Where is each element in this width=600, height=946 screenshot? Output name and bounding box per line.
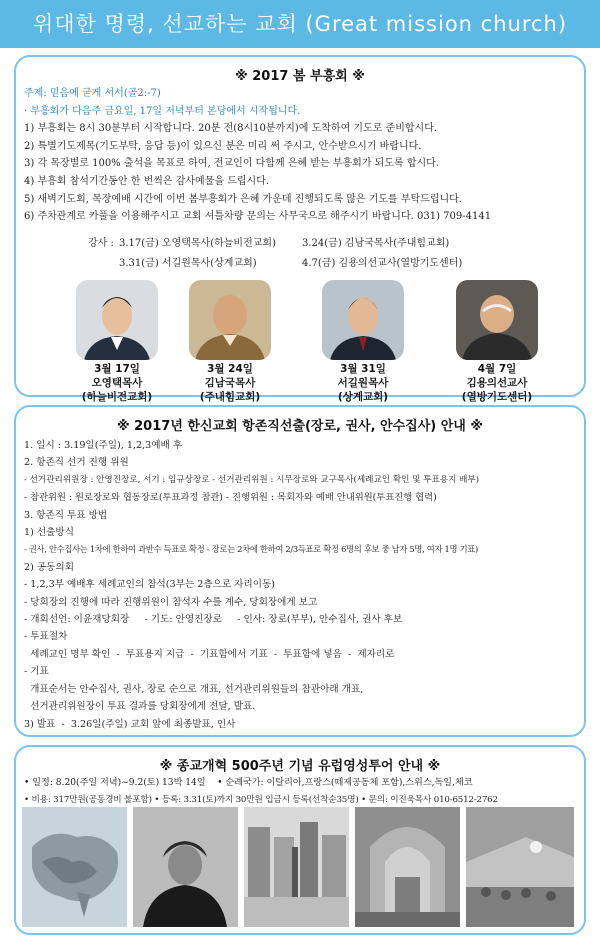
election-lines [24,437,578,733]
election-line: - 투표절차 [24,631,68,643]
old-town-square-image [244,807,349,927]
election-line: - 개회선언: 이윤재당회장 - 기도: 안영진장로 - 인사: 장로(부부), 안수집사, 권사 후보 [24,614,403,626]
speaker-photo [322,280,404,360]
election-title: ※ 2017년 한신교회 항존직선출(장로, 권사, 안수집사) 안내 ※ [116,419,484,434]
caption-church: (하늘비전교회) [81,391,153,403]
election-line: - 참관위원 : 원로장로와 협동장로(투표과정 참관) - 진행위원 : 목회자와 예배 안내위원(투표진행 협력) [24,492,437,504]
caption-date: 4월 7일 [477,363,517,375]
caption-date: 3월 24일 [207,363,253,375]
election-line: 개표순서는 안수집사, 권사, 장로 순으로 개표, 선거관리위원들의 참관아래 개표, [24,683,364,695]
election-line: 선거관리위원장이 투표 결과를 당회장에게 전달, 발표. [24,701,256,713]
tour-title: ※ 종교개혁 500주년 기념 유럽영성투어 안내 ※ [159,759,441,774]
speakers-label: 강사 : [88,238,114,249]
revival-item: 5) 새벽기도회, 목장예배 시간에 이번 봄부흥회가 은혜 가운데 진행되도록 많은 기도를 부탁드립니다. [24,193,462,205]
speaker-caption [308,362,418,404]
election-line: - 1,2,3부 예배후 세례교인의 참석(3부는 2층으로 자리이동) [24,579,275,591]
election-line: 2. 항존직 선거 진행 위원 [24,457,129,469]
caption-church: (열방기도센터) [461,391,533,403]
caption-church: (주내힘교회) [199,391,261,403]
election-line: 세례교인 명부 확인 - 투표용지 지급 - 기표함에서 기표 - 투표함에 넣음 - 제자리로 [24,648,395,660]
speaker-photo [456,280,538,360]
election-line: 3) 발표 - 3.26일(주일) 교회 앞에 최종발표, 인사 [24,718,236,730]
luther-portrait-image [133,807,238,927]
election-line: - 당회장의 진행에 따라 진행위원이 참석자 수를 계수, 당회장에게 보고 [24,596,318,608]
revival-item: 3) 각 목장별로 100% 출석을 목표로 하여, 전교인이 다함께 은혜 받는 부흥회가 되도록 합시다. [24,158,439,170]
tour-section [14,745,586,935]
revival-item: 2) 특별기도제목(기도부탁, 응답 등)이 있으신 분은 미리 써 주시고, 안수받으시기 바랍니다. [24,140,422,152]
speaker-caption [175,362,285,404]
election-line: 1) 선출방식 [24,527,74,539]
cathedral-interior-image [355,807,460,927]
election-line: 3. 항존직 투표 방법 [24,509,108,521]
speaker-entry: 3.24(금) 김남국목사(주내힘교회) [302,238,450,249]
revival-section [14,55,586,403]
revival-item: 6) 주차관계로 카풀을 이용해주시고 교회 셔틀차량 문의는 사무국으로 해주시기 바랍니다. 031) 709-4141 [24,211,492,223]
europe-map-image [22,807,127,927]
speaker-photo [76,280,158,360]
caption-name: 김용의선교사 [466,377,528,389]
revival-notice: · 부흥회가 다음주 금요일, 17일 저녁부터 본당에서 시작됩니다. [24,105,301,117]
election-line: - 권사, 안수집사는 1차에 한하여 과반수 득표로 확정 - 장로는 2차에 한하여 2/3득표로 확정 6명의 후보 중 남자 5명, 여자 1명 기표) [24,544,478,555]
caption-date: 3월 17일 [94,363,140,375]
revival-notice-list [24,85,578,226]
revival-item: 4) 부흥회 참석기간동안 한 번씩은 감사예물을 드립시다. [24,175,270,187]
caption-church: (상계교회) [337,391,389,403]
speaker-entry: 3.17(금) 오영택목사(하늘비전교회) [119,238,276,249]
revival-title: ※ 2017 봄 부흥회 ※ [235,69,365,84]
election-line: - 기표 [24,666,49,678]
revival-item: 1) 부흥회는 8시 30분부터 시작합니다. 20분 전(8시10분까지)에 도착하여 기도로 준비합시다. [24,123,438,135]
taize-worship-image [466,807,574,927]
page-title: 위대한 명령, 선교하는 교회 (Great mission church) [32,12,568,36]
speaker-photo [189,280,271,360]
caption-name: 오영택목사 [91,377,143,389]
speaker-entry: 4.7(금) 김용의선교사(열방기도센터) [302,258,463,269]
revival-theme: 주제: 믿음에 굳게 서서(골2:-7) [24,88,161,99]
tour-lines [24,775,578,809]
tour-line: • 비용: 317만원(공동경비 불포함) • 등록: 3.31(토)까지 30만원 입금시 등록(선착순35명) • 문의: 이진욱목사 010-6512-2762 [24,795,498,805]
election-line: 1. 일시 : 3.19일(주일), 1,2,3예배 후 [24,440,183,451]
caption-name: 서길원목사 [337,377,389,389]
election-line: - 선거관리위원장 : 안영진장로, 서기 : 임규상장로 - 선거관리위원 : 시무장로와 교구목사(세례교인 확인 및 투표용지 배부) [24,474,480,485]
caption-date: 3월 31일 [340,363,386,375]
speaker-caption [62,362,172,404]
caption-name: 김남국목사 [204,377,256,389]
election-line: 2) 공동의회 [24,561,74,573]
page-header [0,0,600,48]
speaker-entry: 3.31(금) 서길원목사(상계교회) [119,258,257,269]
election-section [14,405,586,737]
speaker-caption [442,362,552,404]
tour-line: • 일정: 8.20(주일 저녁)~9.2(토) 13박 14일 • 순례국가: 이탈리아,프랑스(떼제공동체 포함),스위스,독일,체코 [24,778,473,788]
